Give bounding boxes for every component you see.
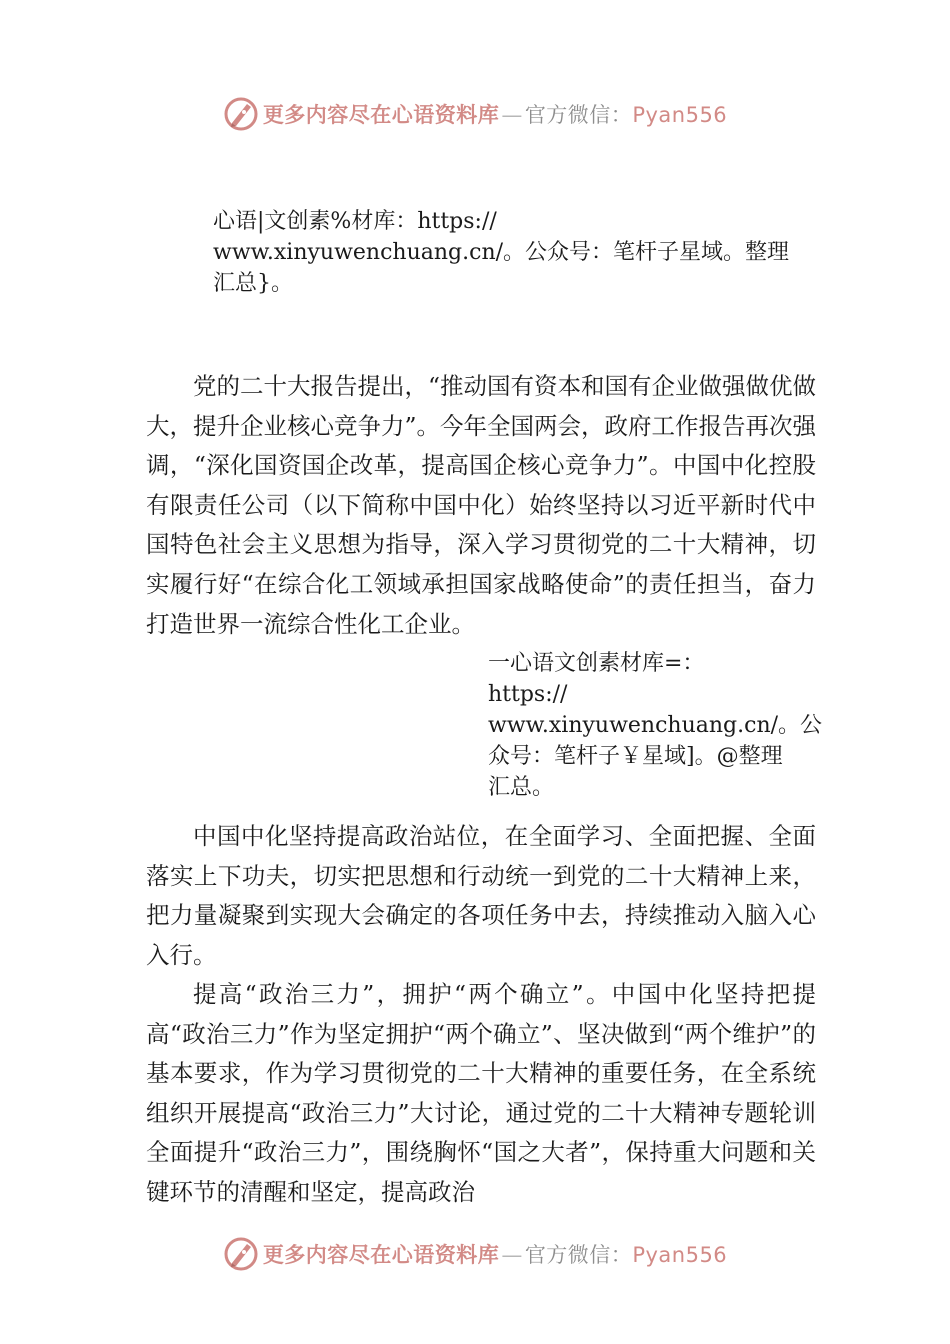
banner-separator: — [501, 103, 523, 127]
watermark-note-2: 一心语文创素材库=： https:// www.xinyuwenchuang.cn/。公 众号：笔杆子￥星域]。@整理 汇总。 [488, 651, 823, 800]
pen-logo-icon [223, 1236, 259, 1272]
banner-wechat-id: Pyan556 [632, 1243, 728, 1267]
footer-banner [0, 1232, 950, 1276]
banner-text [263, 1239, 727, 1269]
watermark-note-1: 心语|文创素%材库：https:// www.xinyuwenchuang.cn/。公众号：笔杆子星域。整理 汇总}。 [213, 209, 790, 296]
banner-separator: — [501, 1243, 523, 1267]
banner-wechat-id: Pyan556 [632, 103, 728, 127]
banner-wechat-label: 官方微信： [524, 1243, 633, 1267]
pen-logo-icon [223, 96, 259, 132]
body-paragraph-2: 中国中化坚持提高政治站位，在全面学习、全面把握、全面落实上下功夫，切实把思想和行动统一到党的二十大精神上来，把力量凝聚到实现大会确定的各项任务中去，持续推动入脑入心入行。 [146, 822, 816, 969]
banner-main-text: 更多内容尽在心语资料库 [262, 103, 500, 127]
banner-wechat-label: 官方微信： [524, 103, 633, 127]
banner-main-text: 更多内容尽在心语资料库 [262, 1243, 500, 1267]
body-paragraph-1: 党的二十大报告提出，“推动国有资本和国有企业做强做优做大，提升企业核心竞争力”。今年全国两会，政府工作报告再次强调，“深化国资国企改革，提高国企核心竞争力”。中国中化控股有限责任公司（以下简称中国中化）始终坚持以习近平新时代中国特色社会主义思想为指导，深入学习贯彻党的二十大精神，切实履行好“在综合化工领域承担国家战略使命”的责任担当，奋力打造世界一流综合性化工企业。 [146, 372, 817, 638]
banner-text [263, 99, 727, 129]
header-banner [0, 92, 950, 136]
body-paragraph-3: 提高“政治三力”，拥护“两个确立”。中国中化坚持把提高“政治三力”作为坚定拥护“两个确立”、坚决做到“两个维护”的基本要求，作为学习贯彻党的二十大精神的重要任务，在全系统组织开展提高“政治三力”大讨论，通过党的二十大精神专题轮训全面提升“政治三力”，围绕胸怀“国之大者”，保持重大问题和关键环节的清醒和坚定，提高政治 [146, 980, 816, 1206]
